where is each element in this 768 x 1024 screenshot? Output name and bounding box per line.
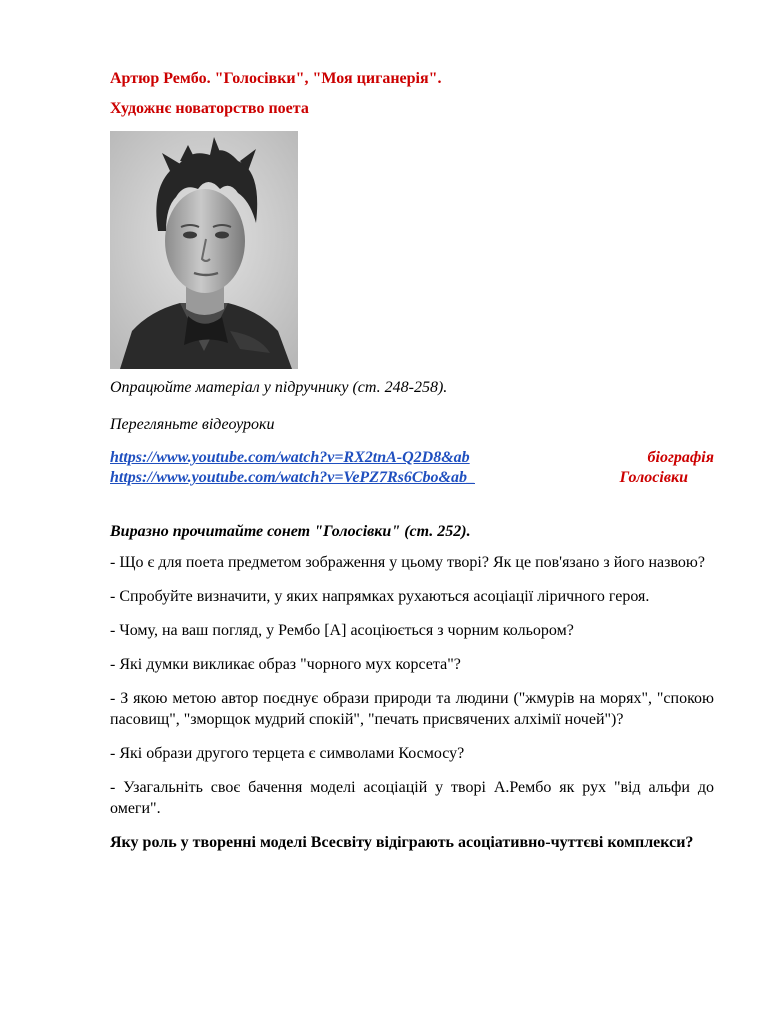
instruction-textbook: Опрацюйте матеріал у підручнику (ст. 248-258).: [110, 379, 448, 396]
document-title: Артюр Рембо. "Голосівки", "Моя циганерія".: [110, 70, 442, 87]
link-row: [110, 468, 714, 488]
video-link-label: біографія: [647, 449, 714, 466]
final-question: Яку роль у творенні моделі Всесвіту відіграють асоціативно-чуттєві комплекси?: [110, 834, 694, 851]
question-item: - Що є для поета предметом зображення у цьому творі? Як це пов'язано з його назвою?: [110, 554, 705, 571]
question-item: - Спробуйте визначити, у яких напрямках рухаються асоціації ліричного героя.: [110, 588, 650, 605]
question-item: - Які думки викликає образ "чорного мух корсета"?: [110, 656, 461, 673]
document-page: [110, 66, 714, 869]
question-item: - Чому, на ваш погляд, у Рембо [А] асоціюється з чорним кольором?: [110, 622, 574, 639]
question-item: - З якою метою автор поєднує образи природи та людини ("жмурів на морях", "спокою пасовищ", "зморщок мудрий спокій", "печать присвячених алхімії ночей")?: [110, 690, 714, 728]
video-link-label: Голосівки: [619, 469, 688, 486]
portrait-illustration: [110, 131, 298, 369]
task-heading: Виразно прочитайте сонет "Голосівки" (ст. 252).: [110, 523, 471, 540]
question-item: - Які образи другого терцета є символами Космосу?: [110, 745, 465, 762]
video-links: [110, 448, 714, 488]
link-row: [110, 448, 714, 468]
video-link-holosivky[interactable]: https://www.youtube.com/watch?v=VePZ7Rs6Cbo&ab_: [110, 469, 475, 486]
instruction-videos: Перегляньте відеоуроки: [110, 416, 275, 433]
portrait-photo: [110, 131, 298, 369]
video-link-biography[interactable]: https://www.youtube.com/watch?v=RX2tnA-Q2D8&ab: [110, 449, 470, 466]
document-subtitle: Художнє новаторство поета: [110, 100, 309, 117]
question-list: [110, 552, 714, 819]
question-item: - Узагальніть своє бачення моделі асоціацій у творі А.Рембо як рух "від альфи до омеги".: [110, 779, 714, 817]
